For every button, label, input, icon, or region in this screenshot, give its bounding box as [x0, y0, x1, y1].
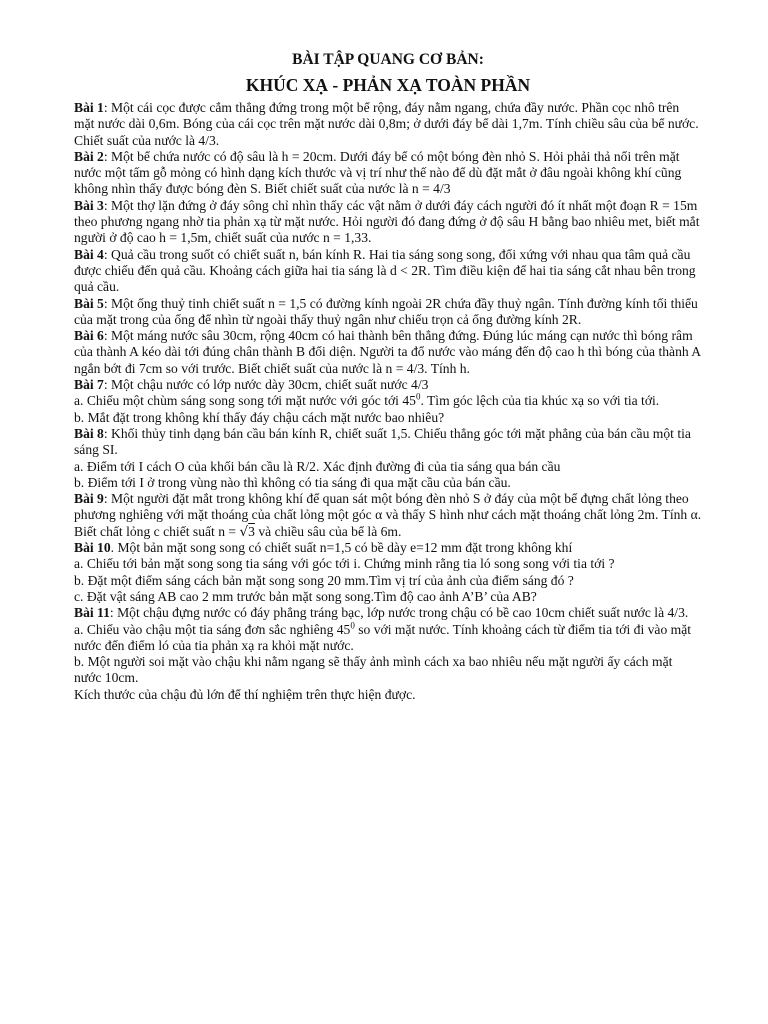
- problem-text: : Một thợ lặn đứng ở đáy sông chỉ nhìn thấy các vật nằm ở dưới đáy cách người đó ít nhất một đoạn R = 15m theo phương ngang nhờ tia phản xạ từ mặt nước. Hỏi người đó đang đứng ở độ sâu H bằng bao nhiêu met, biết mắt người ở độ cao h = 1,5m, chiết suất của nước n = 1,33.: [74, 197, 700, 246]
- problem-11-part-b: b. Một người soi mặt vào chậu khi nằm ngang sẽ thấy ảnh mình cách xa bao nhiêu nếu mặt người ấy cách mặt nước 10cm.: [74, 654, 673, 686]
- problem-text: : Một chậu nước có lớp nước dày 30cm, chiết suất nước 4/3: [103, 377, 429, 393]
- document-subtitle: KHÚC XẠ - PHẢN XẠ TOÀN PHẦN: [245, 75, 531, 95]
- sqrt-symbol: √: [239, 523, 249, 540]
- problem-7: [74, 377, 702, 393]
- problem-text: : Quả cầu trong suốt có chiết suất n, bán kính R. Hai tia sáng song song, đối xứng với nhau qua tâm quả cầu được chiếu đến quả cầu. Khoảng cách giữa hai tia sáng là d < 2R. Tìm điều kiện để hai tia sáng cắt nhau bên trong quả cầu.: [74, 246, 696, 295]
- problem-text: : Một người đặt mắt trong không khí để quan sát một bóng đèn nhỏ S ở đáy của một bể đựng chất lỏng theo phương nghiêng với mặt thoáng của chất lỏng một góc α và thấy S hình như cách mặt thoáng chất lỏng 2m. Tính α. Biết chất lỏng c chiết suất: [74, 491, 702, 539]
- problem-label: Bài 9: [74, 491, 104, 507]
- problem-text: : Một ống thuỷ tinh chiết suất n = 1,5 có đường kính ngoài 2R chứa đầy thuỷ ngân. Tính đường kính tối thiểu của mặt trong của ống để nhìn từ ngoài thấy thuỷ ngân như chiếu trọn cả ống đường kính 2R.: [74, 295, 698, 327]
- problem-label: Bài 4: [74, 246, 104, 262]
- problem-label: Bài 11: [74, 605, 110, 621]
- degree-superscript: 0: [350, 619, 355, 630]
- problem-7-part-a: a. Chiếu một chùm sáng song song tới mặt nước với góc tới $45^0$. Tìm góc lệch của tia khúc xạ so với tia tới.: [74, 391, 660, 409]
- problem-9: Bài 9: Một người đặt mắt trong không khí để quan sát một bóng đèn nhỏ S ở đáy của một bể đựng chất lỏng theo phương nghiêng với mặt thoáng của chất lỏng một góc α và thấy S hình như cách mặt thoáng chất lỏng 2m. Tính α. Biết chất lỏng c chiết suất n = √3 và chiều sâu của bể là 6m.: [74, 491, 702, 540]
- problem-11-note: Kích thước của chậu đủ lớn để thí nghiệm trên thực hiện được.: [74, 686, 416, 702]
- problem-label: Bài 8: [74, 425, 104, 441]
- problem-label: Bài 5: [74, 295, 104, 311]
- problem-10-part-a: a. Chiếu tới bản mặt song song tia sáng với góc tới i. Chứng minh rằng tia ló song song với tia tới ?: [74, 556, 615, 572]
- problem-label: Bài 6: [74, 328, 104, 344]
- problem-7-part-b: b. Mắt đặt trong không khí thấy đáy chậu cách mặt nước bao nhiêu?: [74, 409, 445, 425]
- problem-label: Bài 2: [74, 148, 104, 164]
- problem-11-part-a: a. Chiếu vào chậu một tia sáng đơn sắc nghiêng $45^0$ so với mặt nước. Tính khoảng cách từ điểm tia tới đi vào mặt nước đến điểm ló của tia phản xạ ra khỏi mặt nước.: [74, 619, 692, 653]
- problem-8-part-b: b. Điểm tới I ở trong vùng nào thì không có tia sáng đi qua mặt cầu của bán cầu.: [74, 474, 511, 490]
- problem-8-part-a: a. Điểm tới I cách O của khối bán cầu là R/2. Xác định đường đi của tia sáng qua bán cầu: [74, 458, 561, 474]
- problem-2: [74, 149, 702, 198]
- problem-label: Bài 3: [74, 197, 104, 213]
- problem-text: . Một bản mặt song song có chiết suất n=1,5 có bề dày e=12 mm đặt trong không khí: [110, 540, 573, 556]
- degree-superscript: 0: [415, 391, 421, 402]
- problem-5: [74, 296, 702, 329]
- problem-10-part-b: b. Đặt một điểm sáng cách bản mặt song song 20 mm.Tìm vị trí của ảnh của điểm sáng đó ?: [74, 572, 574, 588]
- problem-text: : Một cái cọc được cắm thẳng đứng trong một bể rộng, đáy nằm ngang, chứa đầy nước. Phần cọc nhô trên mặt nước dài 0,6m. Bóng của cái cọc trên mặt nước dài 0,8m; ở dưới đáy bể dài 1,7m. Tính chiều sâu của bể nước. Chiết suất của nước là 4/3.: [74, 100, 699, 148]
- problem-text: : Một chậu đựng nước có đáy phẳng tráng bạc, lớp nước trong chậu có bề cao 10cm chiết suất nước là 4/3.: [109, 605, 689, 621]
- problem-text: : Một bể chứa nước có độ sâu là h = 20cm. Dưới đáy bể có một bóng đèn nhỏ S. Hỏi phải thả nổi trên mặt nước một tấm gỗ mỏng có hình dạng kích thước và vị trí như thế nào để dù đặt mắt ở đâu ngoài không khí cũng không nhìn thấy được bóng đèn S. Biết chiết suất của nước là n = 4/3: [74, 148, 682, 197]
- refractive-index-formula: n = √3: [218, 523, 255, 540]
- problem-11: [74, 605, 702, 621]
- problem-6: [74, 328, 702, 377]
- problem-10: [74, 540, 702, 556]
- problem-3: [74, 198, 702, 247]
- problem-10-part-c: c. Đặt vật sáng AB cao 2 mm trước bản mặt song song.Tìm độ cao ảnh A’B’ của AB?: [74, 588, 537, 604]
- problem-label: Bài 10: [74, 540, 111, 556]
- problem-text: : Một máng nước sâu 30cm, rộng 40cm có hai thành bên thẳng đứng. Đúng lúc máng cạn nước thì bóng râm của thành A kéo dài tới đúng chân thành B đối diện. Người ta đổ nước vào máng đến độ cao h thì bóng của thành A ngắn bớt đi 7cm so với trước. Biết chiết suất của nước là n = 4/3. Tính h.: [74, 328, 701, 376]
- document-title: BÀI TẬP QUANG CƠ BẢN:: [292, 51, 484, 68]
- problem-8: [74, 426, 702, 459]
- problem-text: : Khối thủy tinh dạng bán cầu bán kính R, chiết suất 1,5. Chiếu thẳng góc tới mặt phẳng của bán cầu một tia sáng SI.: [74, 425, 691, 458]
- problem-1: [74, 100, 702, 149]
- problem-label: Bài 7: [74, 377, 104, 393]
- problem-label: Bài 1: [74, 100, 104, 115]
- problem-4: [74, 247, 702, 296]
